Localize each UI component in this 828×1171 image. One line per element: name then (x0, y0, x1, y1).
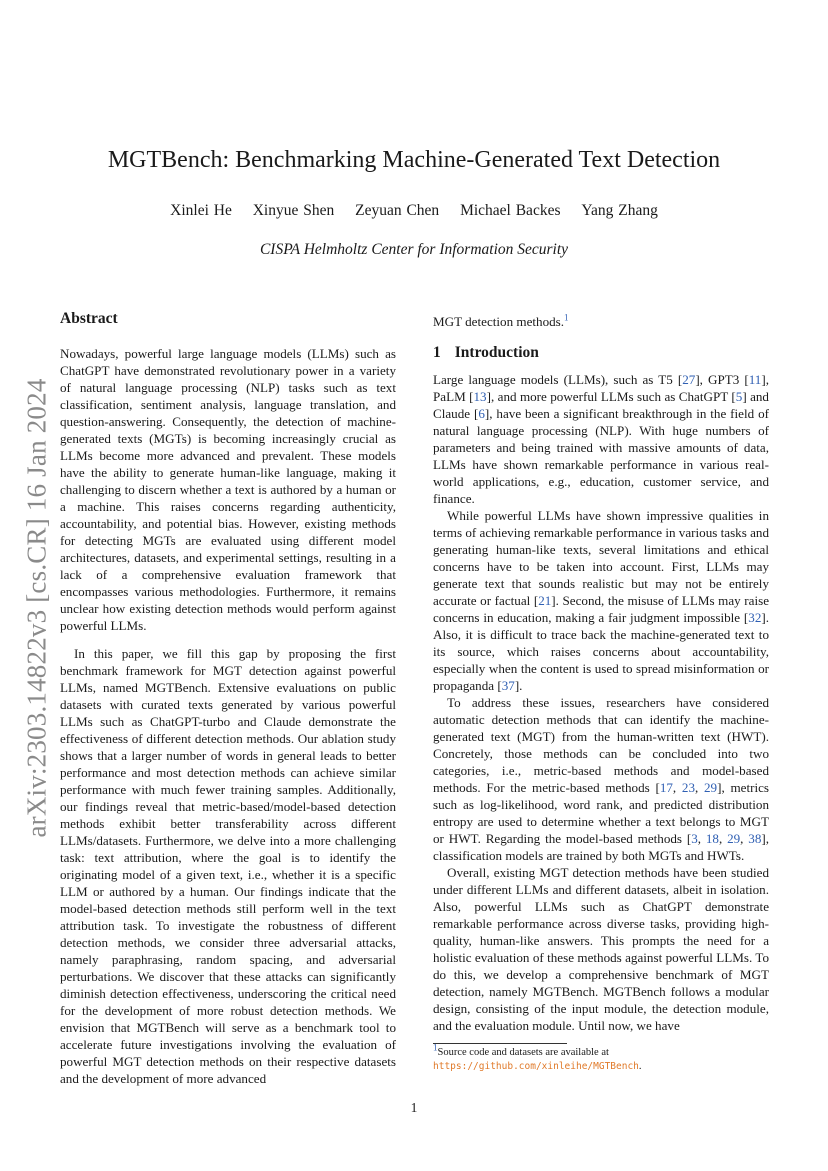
author-name: Yang Zhang (581, 202, 658, 219)
citation-link[interactable]: 6 (478, 406, 485, 421)
citation-link[interactable]: 5 (735, 389, 743, 404)
abstract-paragraph: In this paper, we fill this gap by proposing the first benchmark framework for MGT detection against powerful LLMs, named MGTBench. Extensive evaluations on public datasets with curated texts generated by various powerful LLMs such as ChatGPT-turbo and Claude demonstrate the effectiveness of different detection methods. Our ablation study shows that a larger number of words in general leads to better performance and most detection methods can achieve similar performance with much fewer training samples. Additionally, our findings reveal that metric-based/model-based detection methods exhibit better transferability across different LLMs/datasets. Furthermore, we delve into a more challenging task: text attribution, where the goal is to identify the originating model of a given text, i.e., whether it is a specific LLM or authored by a human. Our findings indicate that the model-based detection methods still perform well in the text attribution task. To investigate the robustness of different detection methods, we consider three adversarial attacks, namely paraphrasing, random spacing, and adversarial perturbations. We discover that these attacks can significantly diminish detection effectiveness, underscoring the critical need for the development of more robust detection methods. We envision that MGTBench will serve as a benchmark tool to accelerate future investigations involving the evaluation of powerful MGT detection methods on their respective datasets and the development of more advanced (60, 646, 396, 1086)
author-name: Zeyuan Chen (355, 202, 440, 219)
paper-title: MGTBench: Benchmarking Machine-Generated Text Detection (107, 147, 721, 173)
citation-link[interactable]: 3 (691, 831, 698, 846)
citation-link[interactable]: 29 (704, 780, 718, 795)
section-number: 1 (433, 344, 441, 361)
footnote-marker[interactable]: 1 (564, 312, 569, 323)
citation-link[interactable]: 17 (659, 780, 673, 795)
author-name: Xinyue Shen (252, 202, 335, 219)
footnote-text: Source code and datasets are available at (437, 1047, 609, 1058)
footnote-number: 1 (433, 1042, 438, 1053)
author-name: Michael Backes (460, 202, 561, 219)
abstract-heading: Abstract (60, 310, 118, 327)
arxiv-identifier: arXiv:2303.14822v3 [cs.CR] 16 Jan 2024 (21, 378, 52, 838)
citation-link[interactable]: 37 (501, 678, 515, 693)
citation-link[interactable]: 13 (473, 389, 487, 404)
affiliation: CISPA Helmholtz Center for Information Security (259, 241, 569, 258)
arxiv-stamp (12, 368, 62, 848)
citation-link[interactable]: 21 (538, 593, 552, 608)
abstract-paragraph: Nowadays, powerful large language models (LLMs) such as ChatGPT have demonstrated revolutionary power in a variety of natural language processing (NLP) tasks such as text classification, sentiment analysis, language translation, and question-answering. Consequently, the detection of machine-generated texts (MGTs) is becoming increasingly crucial as LLMs become more advanced and prevalent. These models have the ability to generate human-like language, making it challenging to discern whether a text is authored by a human or a machine. This raises concerns regarding authenticity, accountability, and potential bias. However, existing methods for detecting MGTs are evaluated using different model architectures, datasets, and experimental settings, resulting in a lack of a comprehensive evaluation framework that encompasses various methodologies. Furthermore, it remains unclear how existing detection methods would perform against powerful LLMs. (60, 346, 396, 633)
section-title: Introduction (454, 344, 539, 361)
citation-link[interactable]: 18 (705, 831, 719, 846)
continued-text (433, 313, 769, 330)
citation-link[interactable]: 38 (748, 831, 762, 846)
intro-paragraph: To address these issues, researchers have considered automatic detection methods that can identify the machine-generated text (MGT) from the human-written text (HWT). Concretely, those methods can be concluded into two categories, i.e., metric-based methods and model-based methods. For the metric-based methods [17, 23, 29], metrics such as log-likelihood, word rank, and predicted distribution entropy are used to determine whether a text belongs to MGT or HWT. Regarding the model-based methods [3, 18, 29, 38], classification models are trained by both MGTs and HWTs. (433, 695, 769, 863)
footnote-link[interactable]: https://github.com/xinleihe/MGTBench (433, 1061, 639, 1072)
citation-link[interactable]: 29 (727, 831, 741, 846)
citation-link[interactable]: 11 (748, 372, 762, 387)
continued-sentence: MGT detection methods. (433, 314, 565, 329)
footnote-rule (433, 1043, 567, 1044)
section-heading (433, 344, 769, 361)
page-number: 1 (410, 1100, 418, 1115)
citation-link[interactable]: 23 (681, 780, 695, 795)
author-list (0, 202, 828, 220)
footnote-end: . (638, 1061, 642, 1072)
intro-paragraph: Overall, existing MGT detection methods have been studied under different LLMs and different datasets, albeit in isolation. Also, powerful LLMs such as ChatGPT demonstrate remarkable performance across diverse tasks, providing high-quality, human-like answers. This prompts the need for a holistic evaluation of these methods against powerful LLMs. To do this, we develop a comprehensive benchmark of MGT detection, namely MGTBench. MGTBench follows a modular design, consisting of the input module, the detection module, and the evaluation module. Until now, we have (433, 865, 769, 1033)
right-column (433, 313, 769, 1034)
citation-link[interactable]: 27 (682, 372, 696, 387)
left-column (60, 310, 396, 1087)
citation-link[interactable]: 32 (748, 610, 762, 625)
author-name: Xinlei He (170, 202, 232, 219)
footnote (433, 1042, 769, 1074)
intro-paragraph: While powerful LLMs have shown impressive qualities in terms of achieving remarkable performance in various tasks and generating human-like texts, several limitations and ethical concerns have to be taken into account. First, LLMs may generate text that sounds realistic but may not be entirely accurate or factual [21]. Second, the misuse of LLMs may raise concerns in education, making a fair judgment impossible [32]. Also, it is difficult to trace back the machine-generated text to its source, which raises concerns about accountability, especially when the content is used to spread misinformation or propaganda [37]. (433, 508, 770, 693)
intro-paragraph: Large language models (LLMs), such as T5 [27], GPT3 [11], PaLM [13], and more powerful LLMs such as ChatGPT [5] and Claude [6], have been a significant breakthrough in the field of natural language processing (NLP). With huge numbers of parameters and being trained with massive amounts of data, LLMs have shown remarkable performance in various real-world applications, e.g., education, customer service, and finance. (433, 372, 769, 506)
